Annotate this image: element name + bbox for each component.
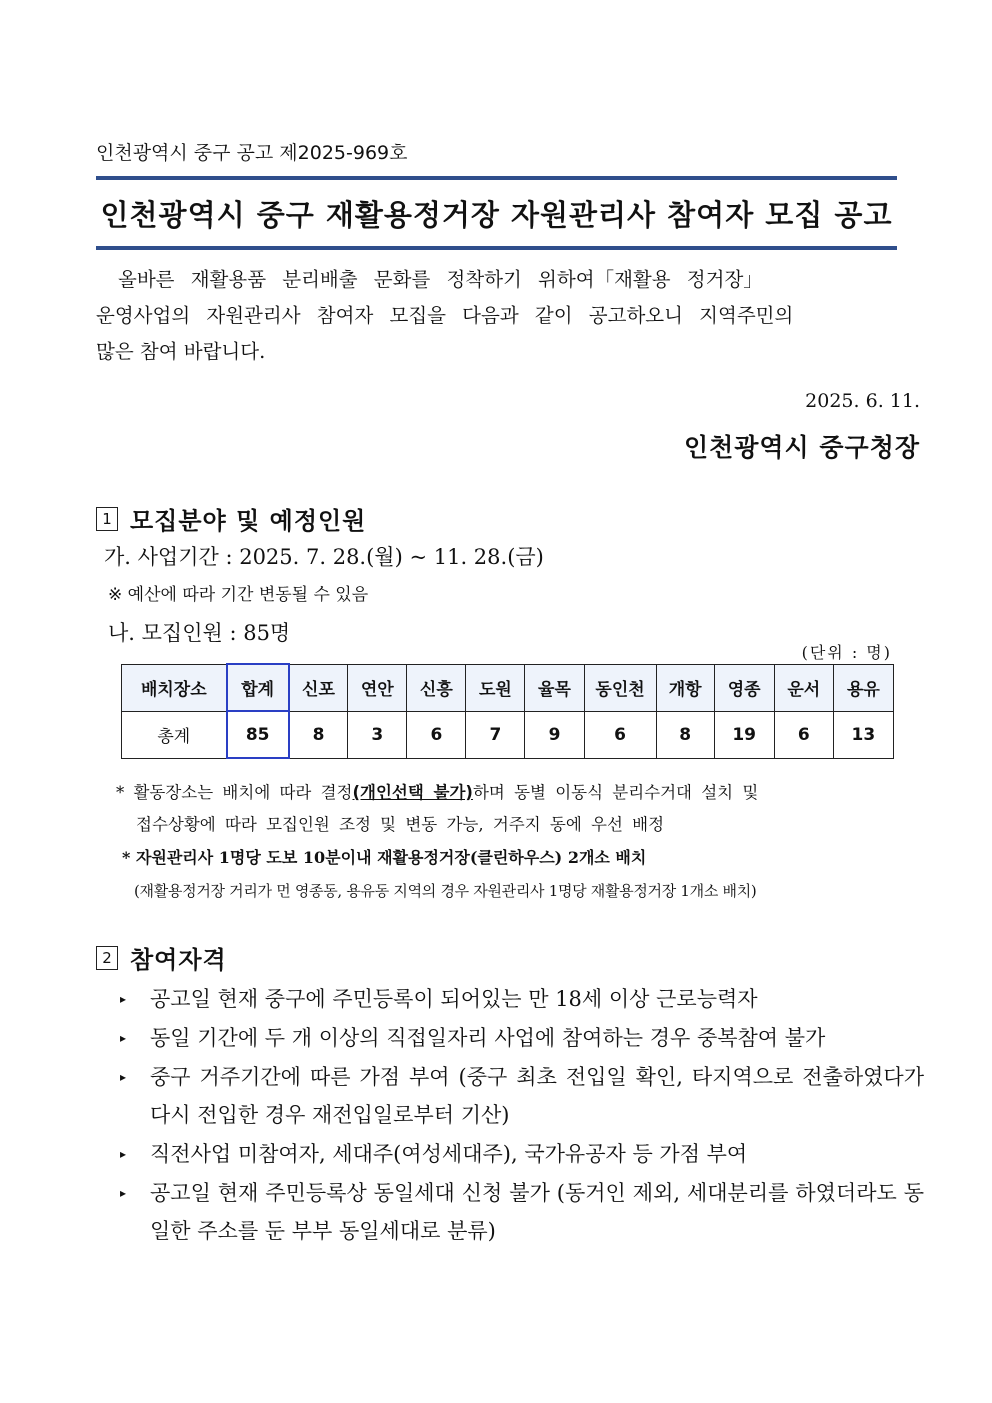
- table-header-cell: 개항: [656, 664, 714, 711]
- period-note: ※ 예산에 따라 기간 변동될 수 있음: [108, 585, 369, 605]
- table-header-cell: 신포: [289, 664, 348, 711]
- table-row-label: 총계: [122, 711, 227, 758]
- intro-paragraph: [96, 262, 900, 370]
- section-heading-text: 모집분야 및 예정인원: [130, 507, 367, 535]
- footnote: [116, 779, 758, 803]
- footnote-text: * 활동장소는 배치에 따라 결정: [116, 783, 353, 802]
- table-row: [122, 711, 894, 758]
- table-cell: 6: [407, 711, 466, 758]
- table-cell: 13: [833, 711, 893, 758]
- list-item-text: 동일 기간에 두 개 이상의 직접일자리 사업에 참여하는 경우 중복참여 불가: [150, 1026, 826, 1050]
- table-cell: 7: [466, 711, 525, 758]
- recruitment-table: [121, 663, 894, 759]
- table-cell: 8: [289, 711, 348, 758]
- list-item-text: 공고일 현재 중구에 주민등록이 되어있는 만 18세 이상 근로능력자: [150, 987, 758, 1011]
- list-item: [118, 1174, 924, 1250]
- table-cell: 3: [348, 711, 407, 758]
- issuer: 인천광역시 중구청장: [683, 433, 920, 462]
- bullet-icon: ▸: [120, 1147, 127, 1161]
- section-heading: [96, 501, 366, 536]
- eligibility-list: [118, 980, 924, 1251]
- table-header-cell: 합계: [227, 664, 289, 711]
- notice-number: 인천광역시 중구 공고 제2025-969호: [96, 142, 408, 164]
- footnote: 접수상황에 따라 모집인원 조정 및 변동 가능, 거주지 동에 우선 배정: [136, 815, 665, 834]
- list-item: [118, 1019, 924, 1057]
- section-heading-text: 참여자격: [130, 946, 227, 974]
- table-unit: (단위 : 명): [801, 643, 892, 662]
- footnote: * 자원관리사 1명당 도보 10분이내 재활용정거장(클린하우스) 2개소 배치: [122, 848, 647, 867]
- table-header-cell: 배치장소: [122, 664, 227, 711]
- table-header-row: [122, 664, 894, 711]
- table-header-cell: 연안: [348, 664, 407, 711]
- table-header-cell: 신흥: [407, 664, 466, 711]
- list-item: [118, 1135, 924, 1173]
- list-item: [118, 980, 924, 1018]
- bullet-icon: ▸: [120, 1070, 127, 1084]
- table-header-cell: 동인천: [584, 664, 656, 711]
- table-header-cell: 운서: [774, 664, 833, 711]
- footnote-text: 하며 동별 이동식 분리수거대 설치 및: [472, 783, 759, 802]
- footnote-emphasis: (개인선택 불가): [352, 783, 473, 802]
- table-header-cell: 용유: [833, 664, 893, 711]
- table-header-cell: 영종: [714, 664, 774, 711]
- table-cell: 6: [584, 711, 656, 758]
- list-item-text: 직전사업 미참여자, 세대주(여성세대주), 국가유공자 등 가점 부여: [150, 1142, 748, 1166]
- table-header-cell: 도원: [466, 664, 525, 711]
- table-cell: 6: [774, 711, 833, 758]
- intro-line: 올바른 재활용품 분리배출 문화를 정착하기 위하여「재활용 정거장」: [118, 268, 763, 291]
- page-title: 인천광역시 중구 재활용정거장 자원관리사 참여자 모집 공고: [100, 197, 893, 232]
- intro-line: 많은 참여 바랍니다.: [96, 340, 266, 363]
- bullet-icon: ▸: [120, 1031, 127, 1045]
- list-item: [118, 1058, 924, 1134]
- section-heading: [96, 940, 227, 975]
- table-header-cell: 율목: [525, 664, 584, 711]
- business-period: 가. 사업기간 : 2025. 7. 28.(월) ~ 11. 28.(금): [104, 545, 544, 569]
- table-cell: 8: [656, 711, 714, 758]
- list-item-text: 중구 거주기간에 따른 가점 부여 (중구 최초 전입일 확인, 타지역으로 전출하였다가 다시 전입한 경우 재전입일로부터 기산): [150, 1065, 924, 1127]
- announcement-date: 2025. 6. 11.: [805, 390, 920, 412]
- section-number-box: 1: [96, 507, 118, 531]
- recruit-count: 나. 모집인원 : 85명: [108, 621, 291, 645]
- title-box: [96, 176, 897, 250]
- bullet-icon: ▸: [120, 1186, 127, 1200]
- list-item-text: 공고일 현재 주민등록상 동일세대 신청 불가 (동거인 제외, 세대분리를 하였더라도 동일한 주소를 둔 부부 동일세대로 분류): [150, 1181, 924, 1243]
- footnote: (재활용정거장 거리가 먼 영종동, 용유동 지역의 경우 자원관리사 1명당 재활용정거장 1개소 배치): [134, 882, 757, 900]
- section-number-box: 2: [96, 946, 118, 970]
- table-cell: 19: [714, 711, 774, 758]
- intro-line: 운영사업의 자원관리사 참여자 모집을 다음과 같이 공고하오니 지역주민의: [96, 304, 794, 327]
- table-cell: 9: [525, 711, 584, 758]
- bullet-icon: ▸: [120, 992, 127, 1006]
- table-cell: 85: [227, 711, 289, 758]
